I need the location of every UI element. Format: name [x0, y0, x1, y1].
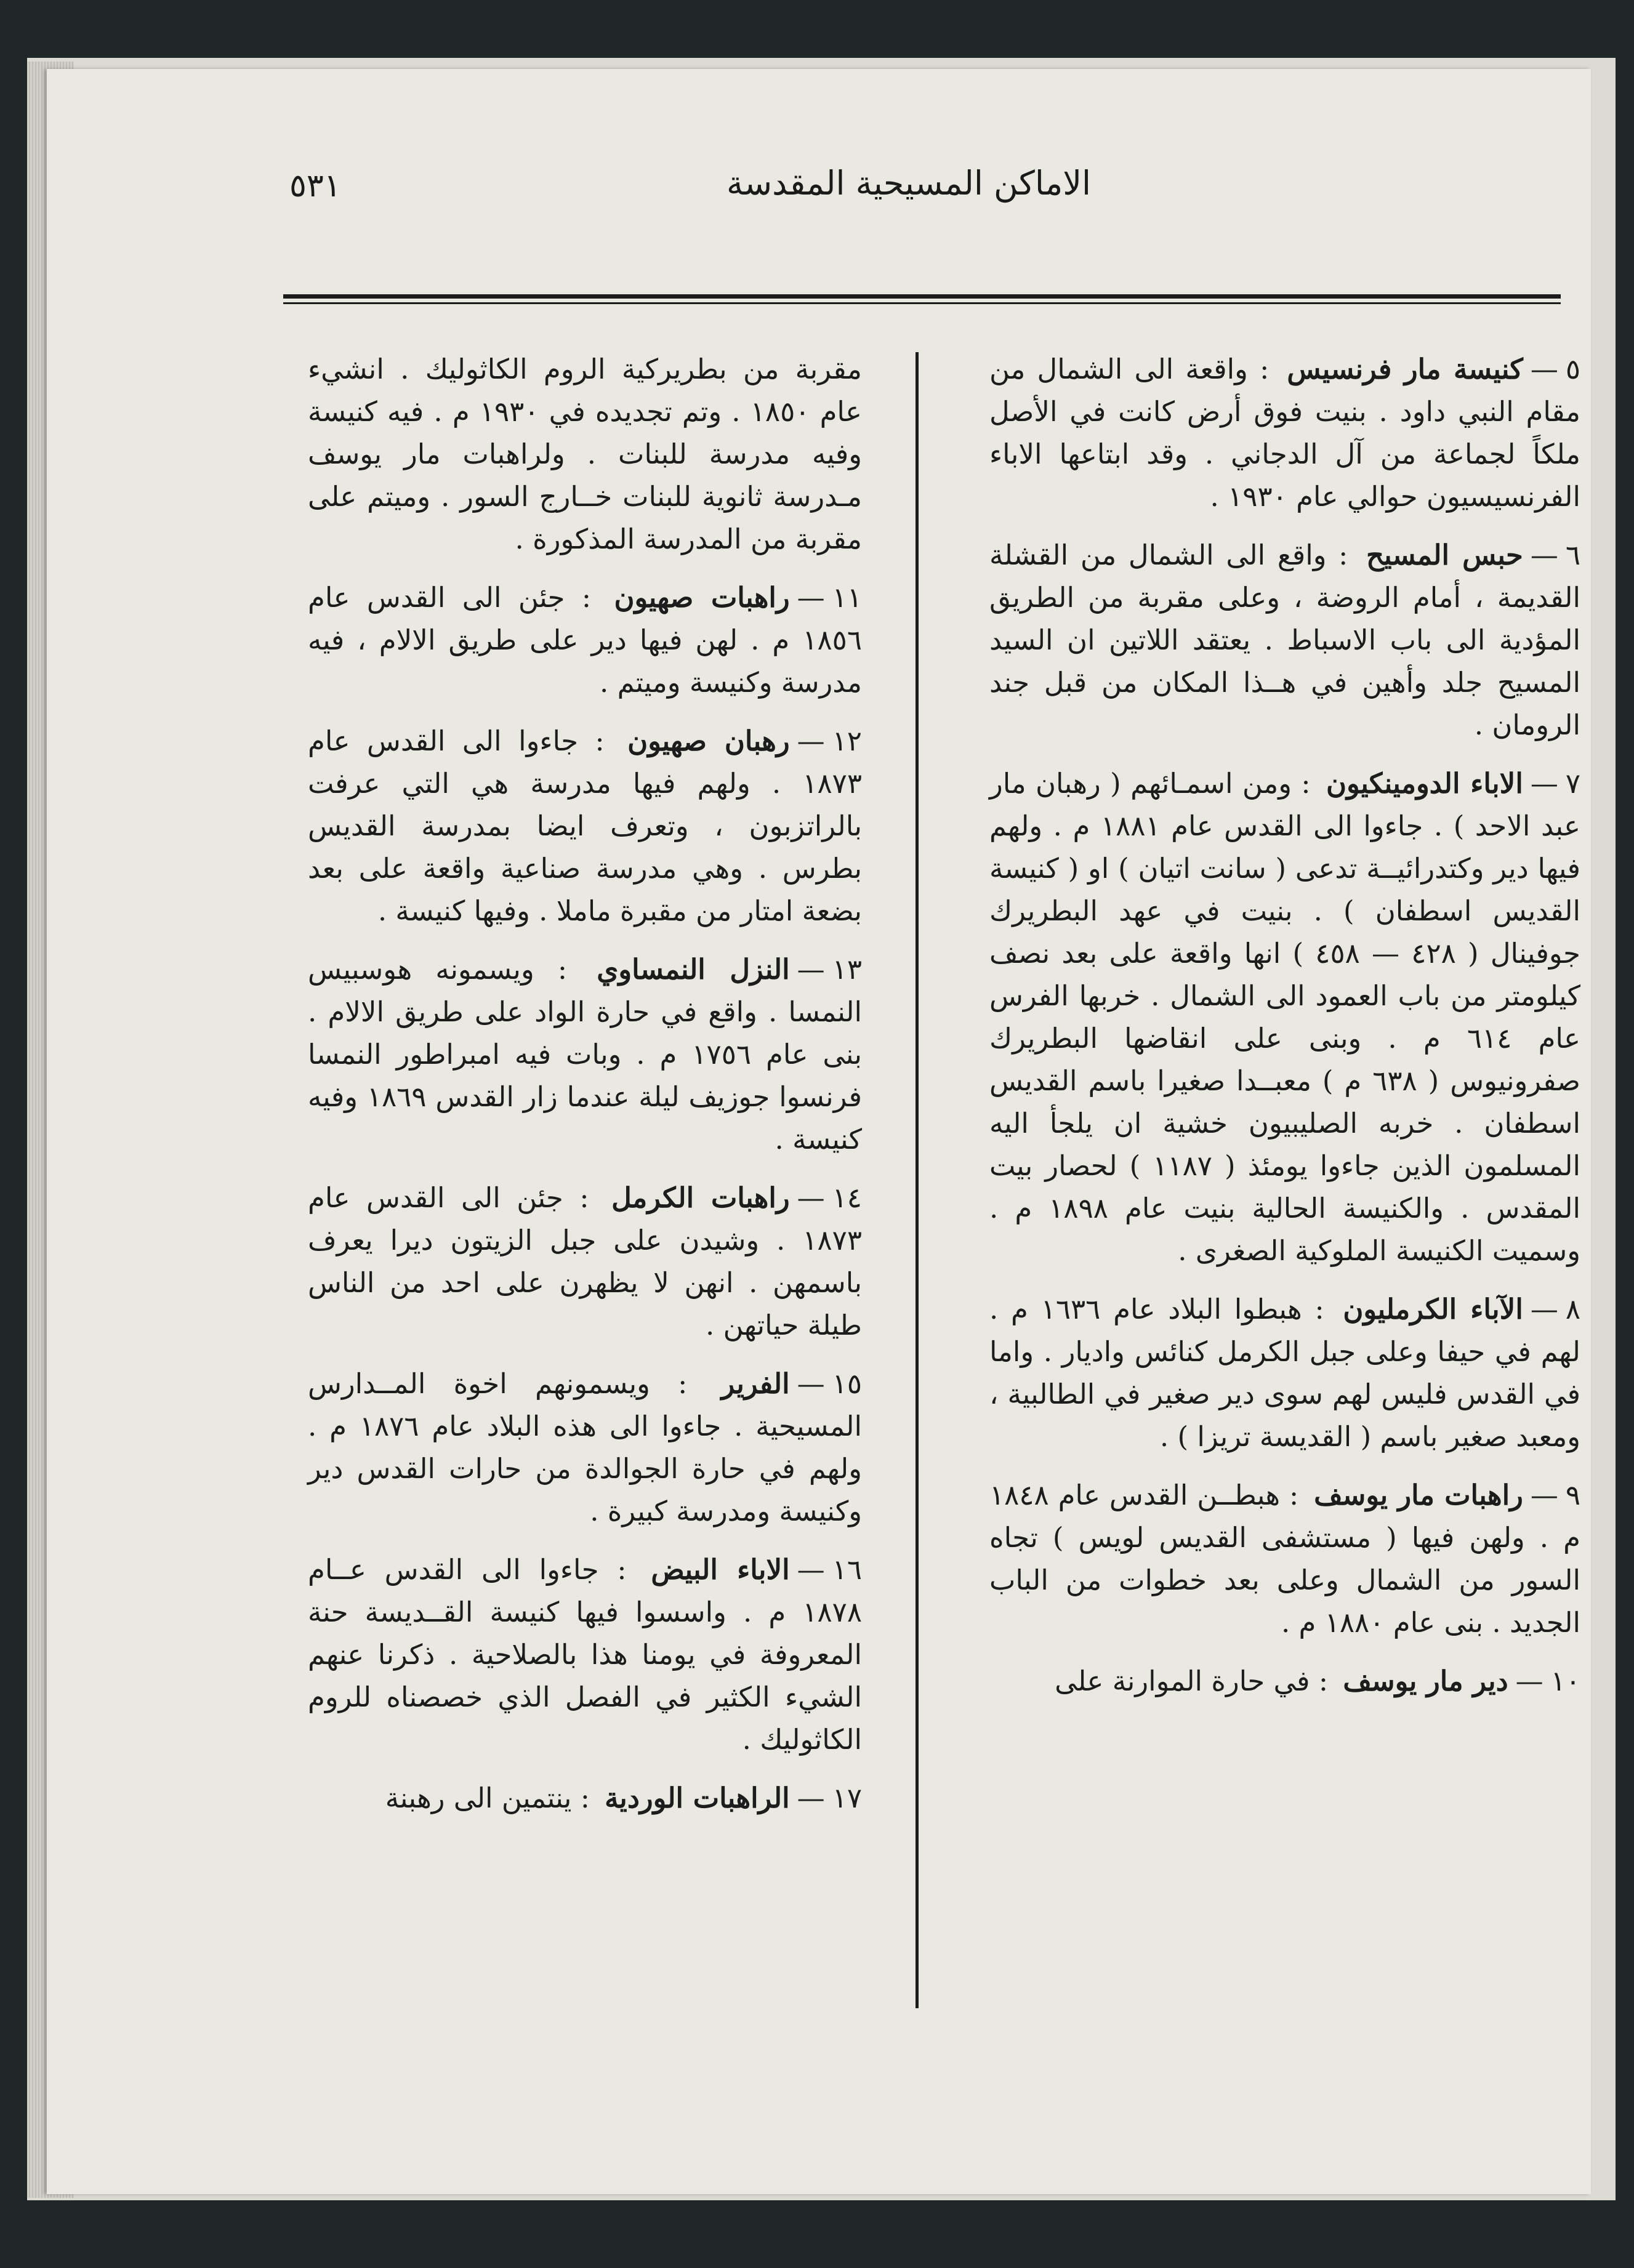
entry-8: ٨—الآباء الكرمليون : هبطوا البلاد عام ١٦٣٦ م . لهم في حيفا وعلى جبل الكرمل كنائس واديار . واما في القدس فليس لهم سوى دير صغير في الطالبية ، ومعبد صغير باسم ( القديسة تريزا ) . [989, 1293, 1580, 1453]
entry-text: : ويسمونه هوسبيس النمسا . واقع في حارة الواد على طريق الالام . بنى عام ١٧٥٦ م . وبات فيه امبراطور النمسا فرنسوا جوزيف ليلة عندما زار القدس ١٨٦٩ وفيه كنيسة . [308, 953, 862, 1156]
left-column [308, 348, 862, 1835]
entry-heading: حبس المسيح [1366, 539, 1523, 571]
entry-number: ٧ [1565, 767, 1581, 800]
running-title: الاماكن المسيحية المقدسة [726, 164, 1092, 203]
entry-number: ١٧ [832, 1782, 862, 1814]
entry-number: ٥ [1565, 353, 1580, 385]
entry-number: ١٤ [832, 1181, 862, 1214]
header-rule-thin [283, 302, 1561, 304]
entry-text: : واقع الى الشمال من القشلة القديمة ، أمام الروضة ، وعلى مقربة من الطريق المؤدية الى باب الاسباط . يعتقد اللاتين ان السيد المسيح جلد وأهين في هــذا المكان من قبل جند الرومان . [989, 539, 1580, 741]
entry-15: ١٥—الفرير : ويسمونهم اخوة المــدارس المسيحية . جاءوا الى هذه البلاد عام ١٨٧٦ م . ولهم في حارة الجوالدة من حارات القدس دير وكنيسة ومدرسة كبيرة . [308, 1367, 862, 1527]
entry-number: ٦ [1565, 539, 1581, 571]
entry-text: : هبطــن القدس عام ١٨٤٨ م . ولهن فيها ( مستشفى القديس لويس ) تجاه السور من الشمال وعلى بعد خطوات من الباب الجديد . بنى عام ١٨٨٠ م . [989, 1479, 1580, 1639]
entry-heading: دير مار يوسف [1343, 1665, 1508, 1697]
entry-12: ١٢—رهبان صهيون : جاءوا الى القدس عام ١٨٧٣ . ولهم فيها مدرسة هي التي عرفت بالراتزبون ، وتعرف ايضا بمدرسة القديس بطرس . وهي مدرسة صناعية واقعة على بعد بضعة امتار من مقبرة ماملا . وفيها كنيسة . [308, 725, 862, 927]
entry-heading: راهبات الكرمل [611, 1181, 790, 1214]
header-rule-thick [283, 294, 1561, 299]
entry-11: ١١—راهبات صهيون : جئن الى القدس عام ١٨٥٦ م . لهن فيها دير على طريق الالام ، فيه مدرسة وكنيسة وميتم . [308, 581, 863, 699]
page-number: ٥٣١ [289, 167, 341, 204]
entry-16: ١٦—الاباء البيض : جاءوا الى القدس عــام ١٨٧٨ م . واسسوا فيها كنيسة القــديسة حنة المعروفة في يومنا هذا بالصلاحية . ذكرنا عنهم الشيء الكثير في الفصل الذي خصصناه للروم الكاثوليك . [308, 1553, 863, 1756]
entry-13: ١٣—النزل النمساوي : ويسمونه هوسبيس النمسا . واقع في حارة الواد على طريق الالام . بنى عام ١٧٥٦ م . وبات فيه امبراطور النمسا فرنسوا جوزيف ليلة عندما زار القدس ١٨٦٩ وفيه كنيسة . [308, 953, 862, 1156]
entry-text: : واقعة الى الشمال من مقام النبي داود . بنيت فوق أرض كانت في الأصل ملكاً لجماعة من آل الدجاني . وقد ابتاعها الاباء الفرنسيسيون حوالي عام ١٩٣٠ . [989, 353, 1580, 513]
continuation-paragraph: مقربة من بطريركية الروم الكاثوليك . انشيء عام ١٨٥٠ . وتم تجديده في ١٩٣٠ م . فيه كنيسة وفيه مدرسة للبنات . ولراهبات مار يوسف مـدرسة ثانوية للبنات خــارج السور . وميتم على مقربة من المدرسة المذكورة . [308, 353, 862, 555]
entry-text: : ومن اسمـائهم ( رهبان مار عبد الاحد ) . جاءوا الى القدس عام ١٨٨١ م . ولهم فيها دير وكتدرائيــة تدعى ( سانت اتيان ) او ( كنيسة القديس اسطفان ) . بنيت في عهد البطريرك جوفينال ( ٤٢٨ — ٤٥٨ ) انها واقعة على بعد نصف كيلومتر من باب العمود الى الشمال . خربها الفرس عام ٦١٤ م . وبنى على انقاضها البطريرك صفرونيوس ( ٦٣٨ م ) معبــدا صغيرا باسم القديس اسطفان . خربه الصليبيون خشية ان يلجأ اليه المسلمون الذين جاءوا يومئذ ( ١١٨٧ ) لحصار بيت المقدس . والكنيسة الحالية بنيت عام ١٨٩٨ م . وسميت الكنيسة الملوكية الصغرى . [989, 767, 1581, 1267]
entry-6: ٦—حبس المسيح : واقع الى الشمال من القشلة القديمة ، أمام الروضة ، وعلى مقربة من الطريق المؤدية الى باب الاسباط . يعتقد اللاتين ان السيد المسيح جلد وأهين في هــذا المكان من قبل جند الرومان . [989, 539, 1581, 741]
entry-10: ١٠—دير مار يوسف : في حارة الموارنة على [1055, 1665, 1580, 1697]
entry-heading: كنيسة مار فرنسيس [1287, 353, 1523, 385]
entry-heading: النزل النمساوي [597, 953, 790, 986]
entry-heading: الفرير [721, 1367, 790, 1400]
entry-heading: الاباء الدومينكيون [1326, 767, 1523, 800]
entry-heading: راهبات صهيون [614, 581, 790, 614]
entry-9: ٩—راهبات مار يوسف : هبطــن القدس عام ١٨٤٨ م . ولهن فيها ( مستشفى القديس لويس ) تجاه السور من الشمال وعلى بعد خطوات من الباب الجديد . بنى عام ١٨٨٠ م . [989, 1479, 1580, 1639]
entry-number: ١٥ [832, 1367, 862, 1400]
entry-text: : ويسمونهم اخوة المــدارس المسيحية . جاءوا الى هذه البلاد عام ١٨٧٦ م . ولهم في حارة الجوالدة من حارات القدس دير وكنيسة ومدرسة كبيرة . [308, 1367, 862, 1527]
entry-heading: راهبات مار يوسف [1314, 1479, 1523, 1511]
entry-text: : في حارة الموارنة على [1055, 1665, 1328, 1697]
entry-number: ٩ [1565, 1479, 1580, 1511]
entry-heading: الاباء البيض [651, 1553, 790, 1586]
entry-heading: الآباء الكرمليون [1343, 1293, 1523, 1325]
entry-5: ٥—كنيسة مار فرنسيس : واقعة الى الشمال من مقام النبي داود . بنيت فوق أرض كانت في الأصل ملكاً لجماعة من آل الدجاني . وقد ابتاعها الاباء الفرنسيسيون حوالي عام ١٩٣٠ . [989, 353, 1580, 513]
entry-14: ١٤—راهبات الكرمل : جئن الى القدس عام ١٨٧٣ . وشيدن على جبل الزيتون ديرا يعرف باسمهن . انهن لا يظهرن على احد من الناس طيلة حياتهن . [308, 1181, 862, 1341]
entry-text: : جئن الى القدس عام ١٨٧٣ . وشيدن على جبل الزيتون ديرا يعرف باسمهن . انهن لا يظهرن على احد من الناس طيلة حياتهن . [308, 1181, 862, 1341]
entry-17: ١٧—الراهبات الوردية : ينتمين الى رهبنة [385, 1782, 862, 1814]
entry-7: ٧—الاباء الدومينكيون : ومن اسمـائهم ( رهبان مار عبد الاحد ) . جاءوا الى القدس عام ١٨٨١ م . ولهم فيها دير وكتدرائيــة تدعى ( سانت اتيان ) او ( كنيسة القديس اسطفان ) . بنيت في عهد البطريرك جوفينال ( ٤٢٨ — ٤٥٨ ) انها واقعة على بعد نصف كيلومتر من باب العمود الى الشمال . خربها الفرس عام ٦١٤ م . وبنى على انقاضها البطريرك صفرونيوس ( ٦٣٨ م ) معبــدا صغيرا باسم القديس اسطفان . خربه الصليبيون خشية ان يلجأ اليه المسلمون الذين جاءوا يومئذ ( ١١٨٧ ) لحصار بيت المقدس . والكنيسة الحالية بنيت عام ١٨٩٨ م . وسميت الكنيسة الملوكية الصغرى . [989, 767, 1581, 1267]
entry-number: ١٠ [1550, 1665, 1580, 1697]
entry-text: : جاءوا الى القدس عــام ١٨٧٨ م . واسسوا فيها كنيسة القــديسة حنة المعروفة في يومنا هذا بالصلاحية . ذكرنا عنهم الشيء الكثير في الفصل الذي خصصناه للروم الكاثوليك . [308, 1553, 862, 1756]
entry-text: : جئن الى القدس عام ١٨٥٦ م . لهن فيها دير على طريق الالام ، فيه مدرسة وكنيسة وميتم . [308, 581, 862, 699]
entry-text: : ينتمين الى رهبنة [385, 1782, 590, 1814]
entry-text: : جاءوا الى القدس عام ١٨٧٣ . ولهم فيها مدرسة هي التي عرفت بالراتزبون ، وتعرف ايضا بمدرسة القديس بطرس . وهي مدرسة صناعية واقعة على بعد بضعة امتار من مقبرة ماملا . وفيها كنيسة . [308, 725, 862, 927]
entry-heading: الراهبات الوردية [605, 1782, 790, 1814]
entry-text: : هبطوا البلاد عام ١٦٣٦ م . لهم في حيفا وعلى جبل الكرمل كنائس واديار . واما في القدس فليس لهم سوى دير صغير في الطالبية ، ومعبد صغير باسم ( القديسة تريزا ) . [989, 1293, 1580, 1453]
entry-number: ١٢ [832, 725, 862, 757]
entry-heading: رهبان صهيون [627, 725, 790, 757]
entry-number: ١١ [832, 581, 863, 614]
entry-number: ١٣ [832, 953, 862, 986]
right-column [989, 348, 1580, 1718]
page-header [209, 164, 1608, 204]
entry-number: ١٦ [832, 1553, 863, 1586]
entry-number: ٨ [1565, 1293, 1580, 1325]
column-divider [916, 352, 919, 2008]
